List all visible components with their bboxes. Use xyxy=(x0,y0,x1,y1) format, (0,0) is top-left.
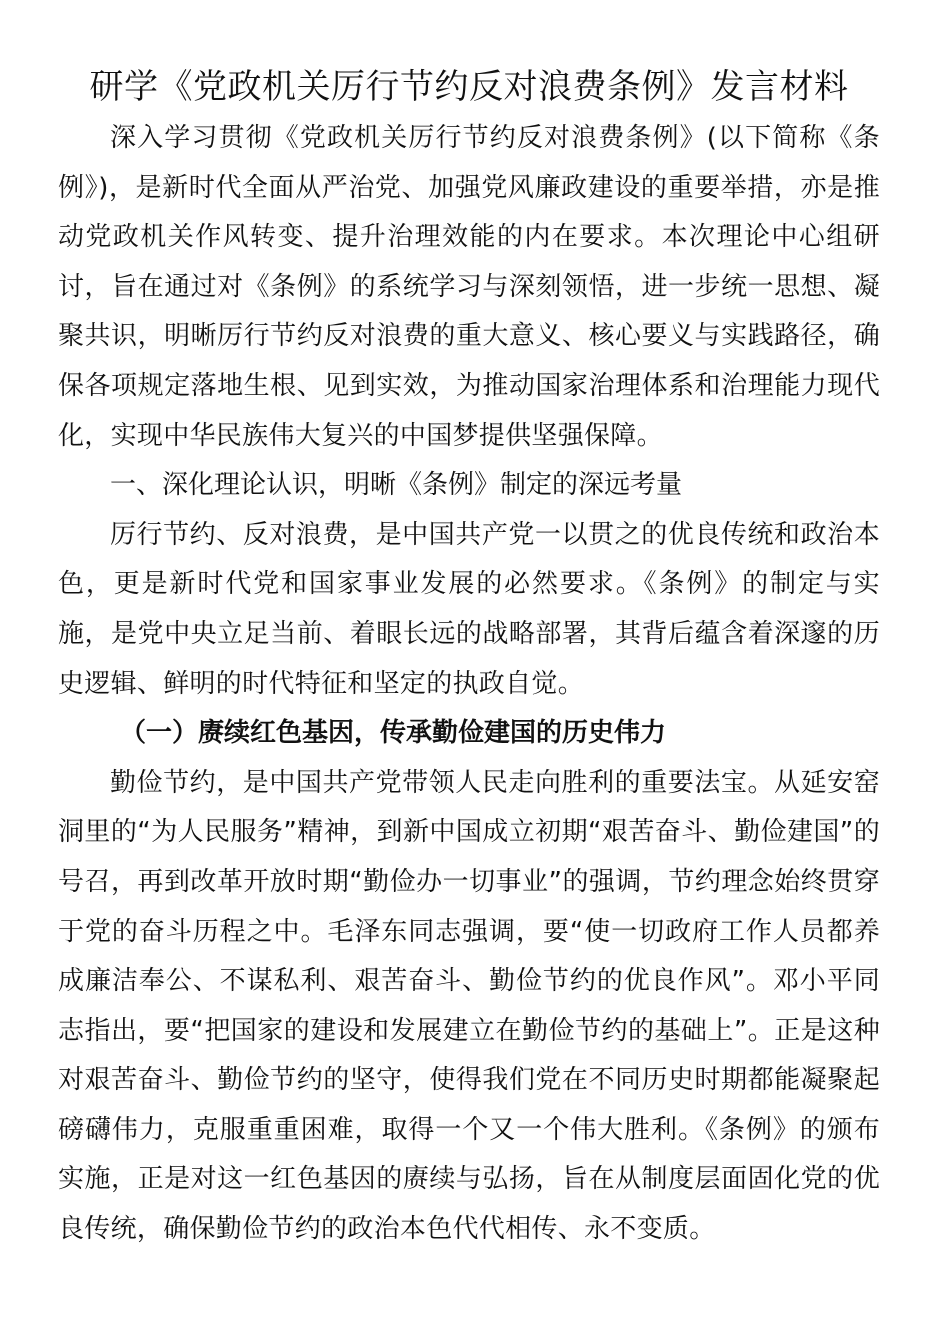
intro-paragraph: 深入学习贯彻《党政机关厉行节约反对浪费条例》(以下简称《条例》)，是新时代全面从严治党、加强党风廉政建设的重要举措，亦是推动党政机关作风转变、提升治理效能的内在要求。本次理论中心组研讨，旨在通过对《条例》的系统学习与深刻领悟，进一步统一思想、凝聚共识，明晰厉行节约反对浪费的重大意义、核心要义与实践路径，确保各项规定落地生根、见到实效，为推动国家治理体系和治理能力现代化，实现中华民族伟大复兴的中国梦提供坚强保障。 xyxy=(58,123,880,451)
document-title: 研学《党政机关厉行节约反对浪费条例》发言材料 xyxy=(89,67,849,107)
subsection-heading-1: （一）赓续红色基因，传承勤俭建国的历史伟力 xyxy=(120,718,667,749)
section-1-paragraph: 厉行节约、反对浪费，是中国共产党一以贯之的优良传统和政治本色，更是新时代党和国家事业发展的必然要求。《条例》的制定与实施，是党中央立足当前、着眼长远的战略部署，其背后蕴含着深邃的历史逻辑、鲜明的时代特征和坚定的执政自觉。 xyxy=(58,519,880,699)
section-heading-1: 一、深化理论认识，明晰《条例》制定的深远考量 xyxy=(110,470,683,501)
subsection-1-paragraph: 勤俭节约，是中国共产党带领人民走向胜利的重要法宝。从延安窑洞里的“为人民服务”精神，到新中国成立初期“艰苦奋斗、勤俭建国”的号召，再到改革开放时期“勤俭办一切事业”的强调，节约理念始终贯穿于党的奋斗历程之中。毛泽东同志强调，要“使一切政府工作人员都养成廉洁奉公、不谋私利、艰苦奋斗、勤俭节约的优良作风”。邓小平同志指出，要“把国家的建设和发展建立在勤俭节约的基础上”。正是这种对艰苦奋斗、勤俭节约的坚守，使得我们党在不同历史时期都能凝聚起磅礴伟力，克服重重困难，取得一个又一个伟大胜利。《条例》的颁布实施，正是对这一红色基因的赓续与弘扬，旨在从制度层面固化党的优良传统，确保勤俭节约的政治本色代代相传、永不变质。 xyxy=(58,767,880,1245)
